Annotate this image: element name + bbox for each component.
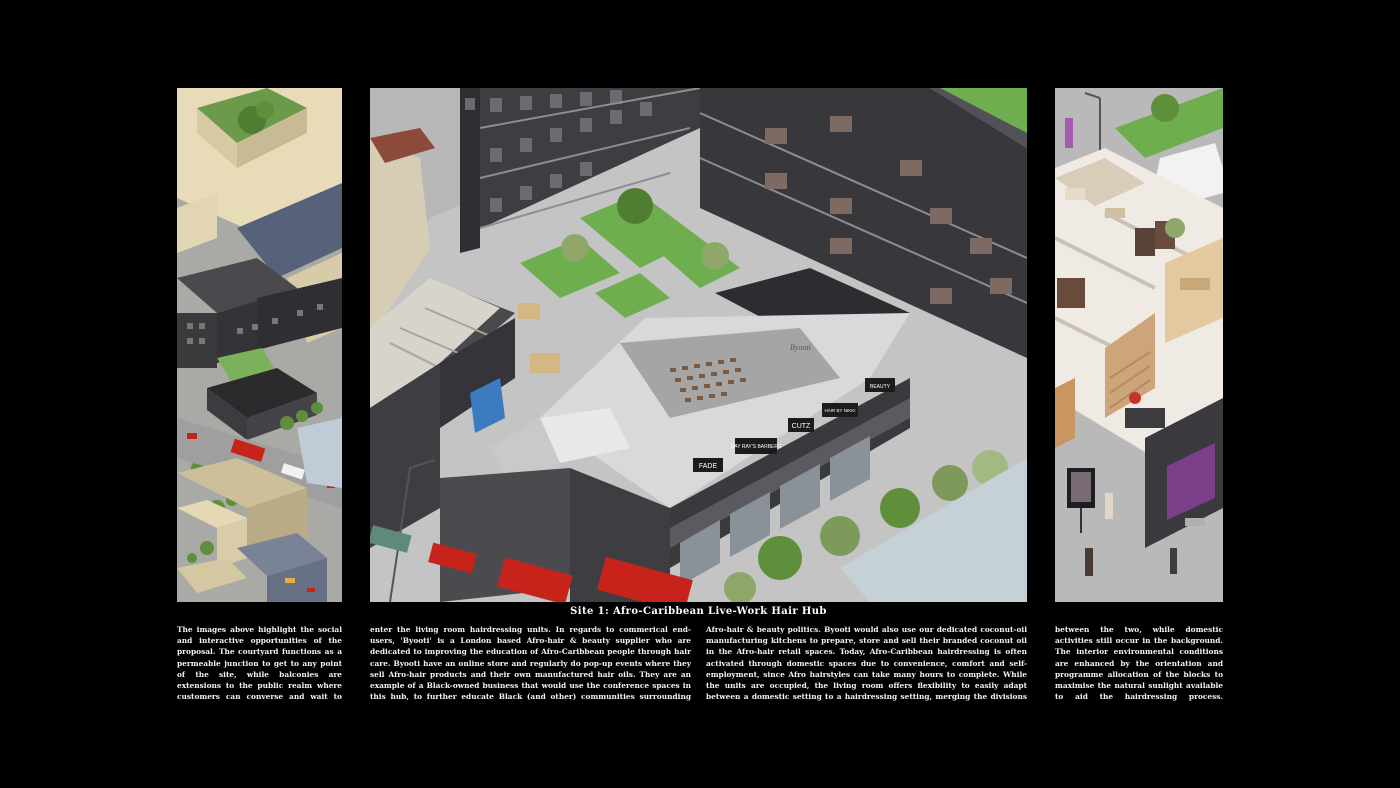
sign-hair-by-nikki: HAIR BY NIKKI [824,408,856,413]
hair-hub-isometric-illustration [370,88,1027,602]
text-column-2: enter the living room hairdressing units. In regards to commerical end-users, 'Byooti' is a London based Afro-hair & beauty supplier who are dedicated to improving the education of Afro-Caribbean people through hair care. Byooti have an online store and regularly do pop-up events where they sell Afro-hair products and their own manufactured hair oils. They are an example of a Black-owned business that would use the conference spaces in this hub, to further educate Black (and other) communities surrounding [370,625,691,702]
text-column-1: The images above highlight the social and interactive opportunities of the proposal. The courtyard functions as a permeable junction to get to any point of the site, while balconies are extensions to the public realm where customers can converse and wait to [177,625,342,702]
living-room-salon-illustration [1055,88,1223,602]
sign-fade: FADE [698,463,718,470]
byooti-roof-logo: Byooti [790,343,811,352]
text-column-3: Afro-hair & beauty politics. Byooti would also use our dedicated coconut-oil manufacturing kitchens to prepare, store and sell their branded coconut oil in the Afro-hair retail spaces. Today, Afro-Caribbean hairdressing is often activated through domestic spaces due to convenience, comfort and self-employment, since Afro hairstyles can take many hours to complete. While the units are occupied, the living room offers flexibility to easily adapt between a domestic setting to a hairdressing setting, merging the divisions [706,625,1027,702]
sign-day-rays-barbers: DAY RAY'S BARBERS [730,444,782,450]
aerial-neighbourhood-illustration [177,88,342,602]
text-column-4: between the two, while domestic activities still occur in the background. The interior environmental conditions are enhanced by the orientation and programme allocation of the blocks to maximise the natural sunlight available to aid the hairdressing process. [1055,625,1223,702]
sign-cutz: CUTZ [791,423,811,430]
page-title: Site 1: Afro-Caribbean Live-Work Hair Hub [570,606,827,617]
sign-beauty: BEAUTY [869,384,891,390]
